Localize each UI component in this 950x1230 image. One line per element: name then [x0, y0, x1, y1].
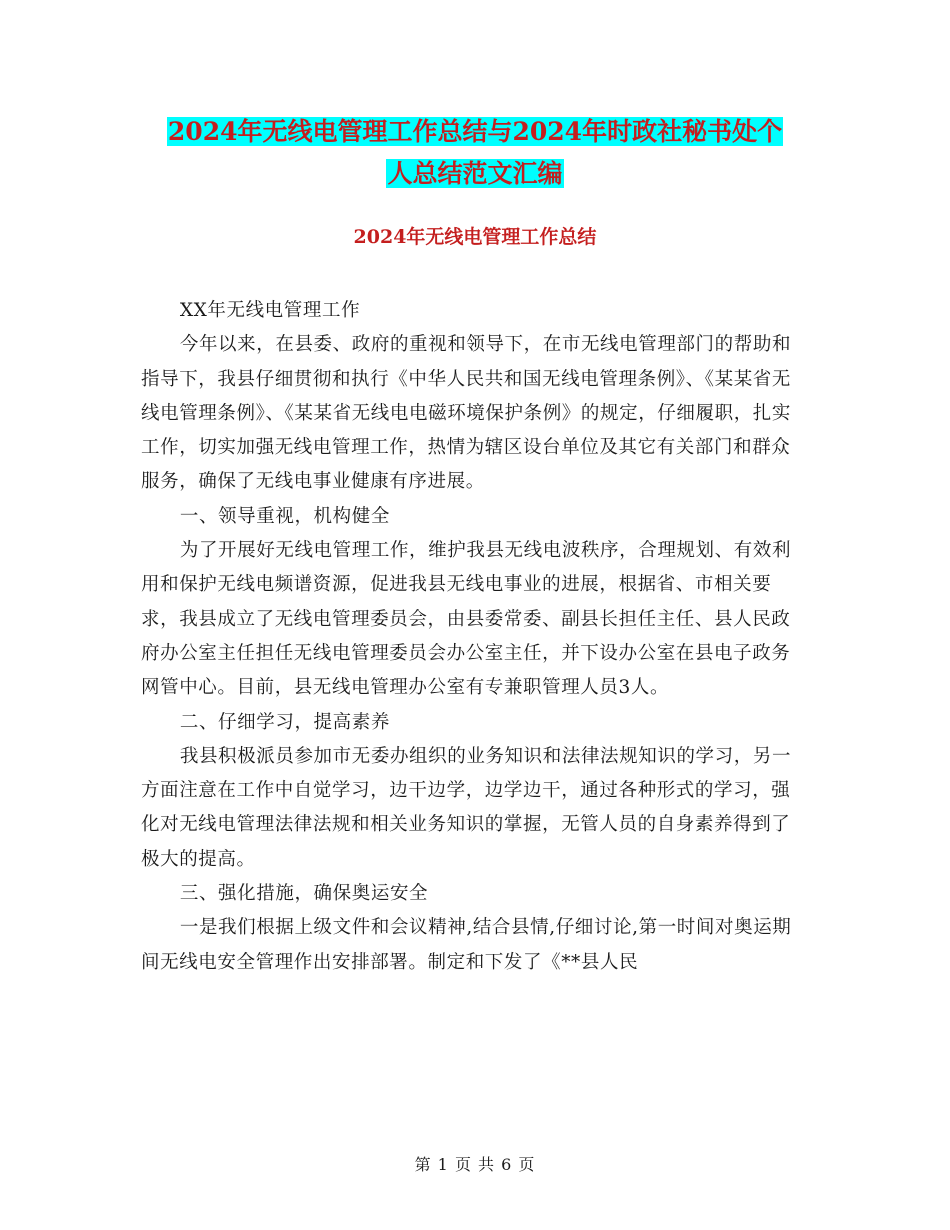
document-title-text-2: 人总结范文汇编: [387, 159, 563, 188]
paragraph-heading: 二、仔细学习，提高素养: [179, 711, 390, 733]
paragraph: 我县积极派员参加市无委办组织的业务知识和法律法规知识的学习，另一方面注意在工作中自觉学习，边干边学，边学边干，通过各种形式的学习，强化对无线电管理法律法规和相关业务知识的掌握，无管人员的自身素养得到了极大的提高。: [141, 745, 792, 870]
document-body: [141, 294, 801, 980]
paragraph-heading: 三、强化措施，确保奥运安全: [179, 883, 429, 905]
document-title-line-1: [0, 112, 950, 152]
document-title-line-2: [0, 154, 950, 194]
section-heading: 2024年无线电管理工作总结: [353, 226, 597, 248]
page-footer: 第 1 页 共 6 页: [414, 1155, 536, 1174]
document-title-text-1: 2024年无线电管理工作总结与2024年时政社秘书处个: [167, 117, 783, 146]
paragraph: 一是我们根据上级文件和会议精神,结合县情,仔细讨论,第一时间对奥运期间无线电安全管理作出安排部署。制定和下发了《**县人民: [141, 917, 792, 973]
paragraph: XX年无线电管理工作: [179, 300, 361, 321]
paragraph: 为了开展好无线电管理工作，维护我县无线电波秩序，合理规划、有效利用和保护无线电频谱资源，促进我县无线电事业的进展，根据省、市相关要求，我县成立了无线电管理委员会，由县委常委、副县长担任主任、县人民政府办公室主任担任无线电管理委员会办公室主任，并下设办公室在县电子政务网管中心。目前，县无线电管理办公室有专兼职管理人员3人。: [141, 540, 792, 699]
paragraph: 今年以来，在县委、政府的重视和领导下，在市无线电管理部门的帮助和指导下，我县仔细贯彻和执行《中华人民共和国无线电管理条例》、《某某省无线电管理条例》、《某某省无线电电磁环境保护条例》的规定，仔细履职，扎实工作，切实加强无线电管理工作，热情为辖区设台单位及其它有关部门和群众服务，确保了无线电事业健康有序进展。: [141, 334, 792, 493]
paragraph-heading: 一、领导重视，机构健全: [179, 505, 390, 527]
